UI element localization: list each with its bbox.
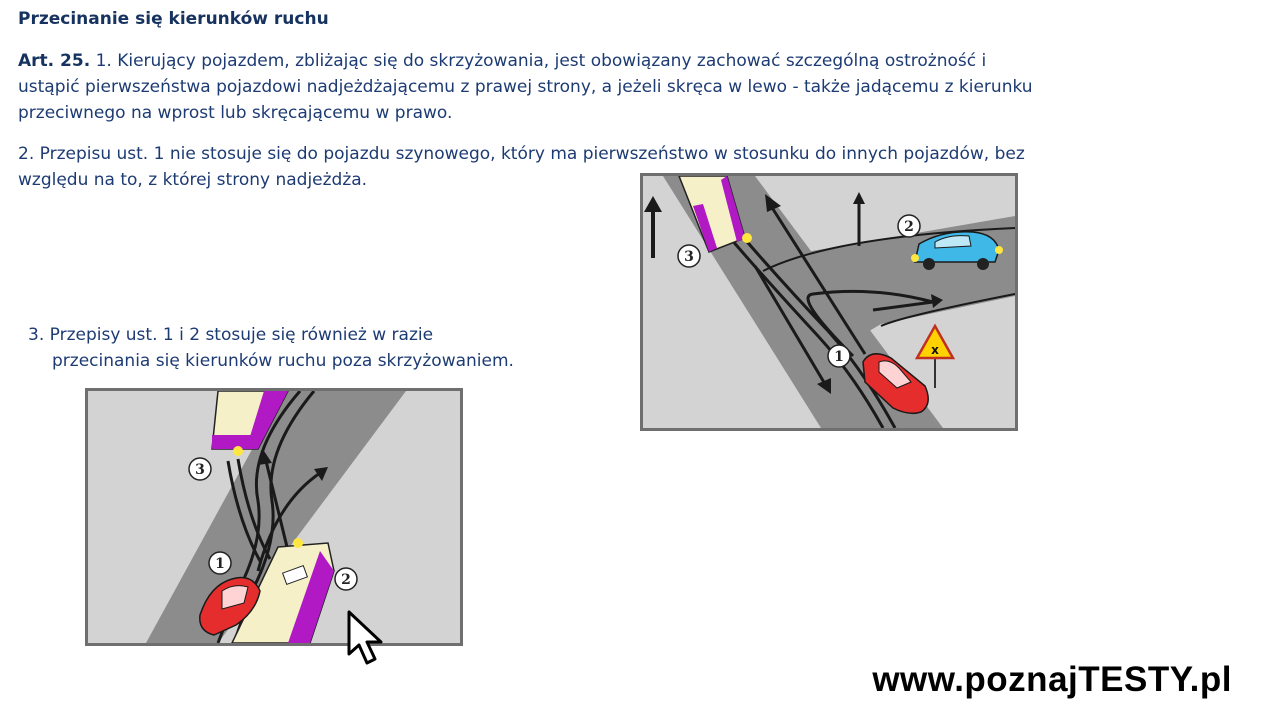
- badge-3: [678, 245, 700, 267]
- intersection-illustration: [640, 173, 1018, 431]
- badge-1-label: 1: [834, 349, 844, 365]
- badge-2: [335, 568, 357, 590]
- paragraph-3-line-2: przecinania się kierunków ruchu poza skrzyżowaniem.: [52, 351, 514, 371]
- badge-2: [898, 215, 920, 237]
- badge-3: [189, 458, 211, 480]
- crossing-drawing: [88, 391, 460, 643]
- paragraph-3-line-1: 3. Przepisy ust. 1 i 2 stosuje się również w razie: [28, 325, 434, 345]
- website-watermark: www.poznajTESTY.pl: [872, 660, 1232, 699]
- mouse-pointer-icon: [346, 610, 386, 672]
- badge-1: [209, 552, 231, 574]
- badge-1: [828, 345, 850, 367]
- crossroads-warning-sign-icon: [917, 326, 953, 388]
- article-label: Art. 25.: [18, 51, 91, 71]
- article-25-paragraph-1: [18, 48, 1048, 126]
- paragraph-1-text: 1. Kierujący pojazdem, zbliżając się do skrzyżowania, jest obowiązany zachować szczególną ostrożność i ustąpić pierwszeństwa pojazdowi nadjeżdżającemu z prawej strony, a jeżeli skręca w lewo - także jadącemu z kierunku przeciwnego na wprost lub skręcającemu w prawo.: [18, 51, 1033, 123]
- crossing-outside-intersection-illustration: [85, 388, 463, 646]
- intersection-drawing: [643, 176, 1015, 428]
- badge-3-label: 3: [195, 462, 205, 478]
- badge-3-label: 3: [684, 249, 694, 265]
- article-25-paragraph-3: [28, 322, 588, 374]
- arrow-head: [853, 192, 865, 204]
- badge-2-label: 2: [341, 572, 351, 588]
- badge-2-label: 2: [904, 219, 914, 235]
- sign-symbol: x: [931, 343, 939, 357]
- badge-1-label: 1: [215, 556, 225, 572]
- arrow-head: [644, 196, 662, 212]
- article-25-paragraph-2: 2. Przepisu ust. 1 nie stosuje się do pojazdu szynowego, który ma pierwszeństwo w stosunku do innych pojazdów, bez względu na to, z której strony nadjeżdża.: [18, 144, 1025, 190]
- page-title: Przecinanie się kierunków ruchu: [18, 9, 329, 29]
